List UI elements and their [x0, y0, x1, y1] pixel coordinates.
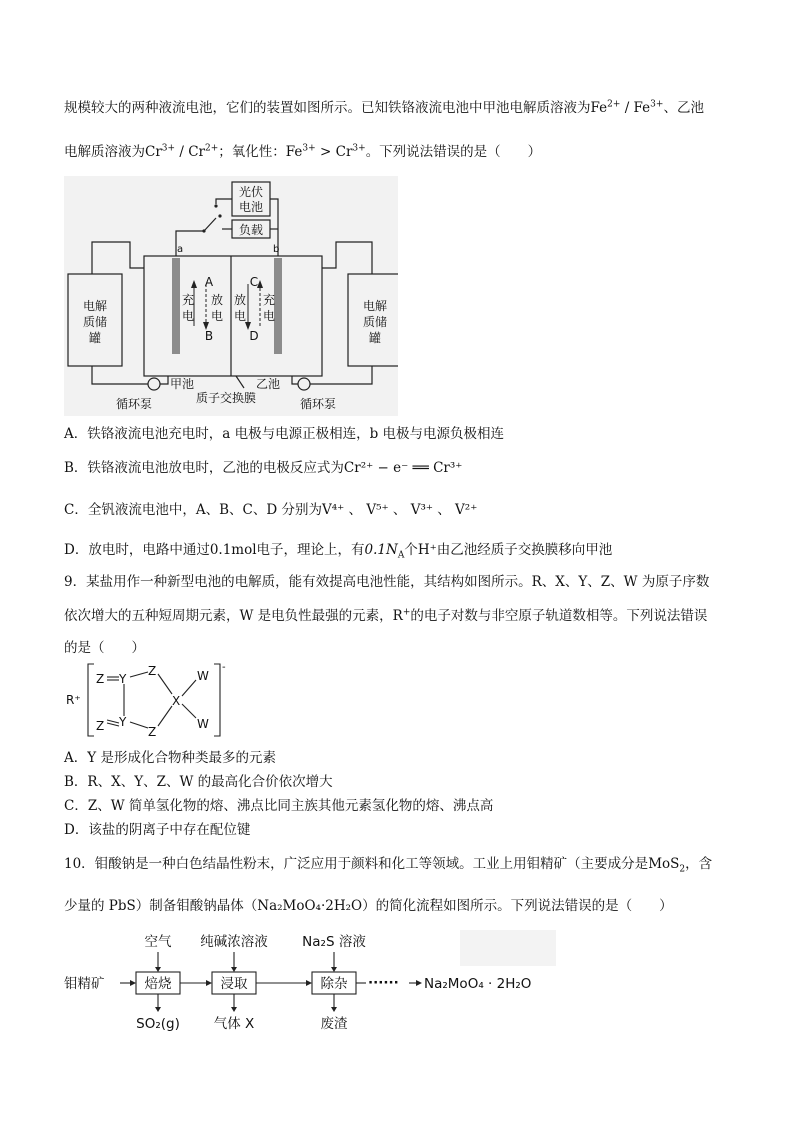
tank-right-l2: 质储: [362, 315, 388, 329]
pipe-right-bottom: [310, 366, 372, 384]
bond-zy-bot-1: [107, 720, 119, 723]
pipe-left-top: [92, 242, 144, 274]
bond-zx-bot: [158, 706, 172, 726]
right-discharge-1: 放: [233, 293, 247, 307]
right-charge-1: 充: [262, 293, 276, 307]
bracket-left: [88, 664, 94, 736]
arrowhead-2-3: [306, 980, 312, 986]
electrode-b-label: b: [273, 244, 280, 255]
bond-zx-top: [158, 674, 172, 694]
atom-z3: Z: [96, 719, 105, 733]
electrode-b: [274, 258, 282, 354]
label-A: A: [204, 275, 214, 289]
arrowhead-product: [416, 980, 422, 986]
q8-option-a: A．铁铬液流电池充电时，a 电极与电源正极相连，b 电极与电源负极相连: [64, 426, 505, 442]
right-discharge-2: 电: [233, 309, 247, 323]
arrowhead-waste: [331, 1007, 337, 1012]
anion-structure: [64, 660, 234, 740]
arrowhead-na2s: [331, 967, 337, 972]
pipe-left-return: [160, 376, 168, 384]
q9-option-b: B．R、X、Y、Z、W 的最高化合价依次增大: [64, 774, 333, 790]
arrowhead-naoh: [231, 967, 237, 972]
left-discharge-2: 电: [210, 309, 224, 323]
arrowhead-so2: [155, 1007, 161, 1012]
label-B: B: [204, 329, 214, 343]
cation-label: R⁺: [66, 693, 81, 707]
q10-stem-line2: 少量的 PbS）制备钼酸钠晶体（Na₂MoO₄·2H₂O）的简化流程如图所示。下列说法错误的是（ ）: [64, 898, 673, 914]
input-na2s: Na₂S 溶液: [302, 934, 366, 950]
left-charge-2: 电: [181, 309, 195, 323]
pump-left-icon: [148, 378, 160, 390]
anion-structure-svg: [64, 660, 234, 740]
right-charge-2: 电: [262, 309, 276, 323]
atom-y1: Y: [119, 672, 127, 686]
start-material: 钼精矿: [64, 976, 105, 992]
q8-stem-line2: 电解质溶液为$Cr^{3+} / Cr^{2+}$；氧化性：$Fe^{3+} > Cr^{3+}$。下列说法错误的是（ ）: [64, 143, 542, 160]
pump-left-label: 循环泵: [116, 397, 153, 411]
q9-stem-line1: 9．某盐用作一种新型电池的电解质，能有效提高电池性能，其结构如图所示。R、X、Y、Z、W 为原子序数: [64, 574, 710, 590]
atom-w2: W: [197, 717, 209, 731]
arrowhead-1-2: [206, 980, 212, 986]
flow-battery-svg: [64, 176, 398, 416]
electrode-a-label: a: [177, 244, 184, 255]
bond-zy-bot-2: [107, 723, 119, 726]
atom-z4: Z: [148, 725, 157, 739]
output-so2: SO₂(g): [136, 1016, 180, 1032]
label-C: C: [249, 275, 259, 289]
tank-left-l2: 质储: [82, 315, 108, 329]
anion-charge: -: [222, 662, 226, 673]
q9-option-c: C．Z、W 简单氢化物的熔、沸点比同主族其他元素氢化物的熔、沸点高: [64, 798, 494, 814]
input-soda: 纯碱浓溶液: [200, 934, 268, 950]
tank-right-l3: 罐: [368, 331, 382, 345]
process-flow-diagram: [64, 930, 584, 1034]
bond-yz-bot: [130, 722, 148, 728]
arrowhead-start: [130, 980, 136, 986]
switch-pivot: [202, 229, 205, 232]
arrowhead-1: [191, 280, 197, 288]
electrode-a: [172, 258, 180, 354]
input-air: 空气: [144, 934, 172, 950]
atom-z2: Z: [148, 664, 157, 678]
pump-right-label: 循环泵: [300, 397, 337, 411]
label-D: D: [249, 329, 259, 343]
q9-option-a: A．Y 是形成化合物种类最多的元素: [64, 750, 276, 766]
atom-y2: Y: [119, 715, 127, 729]
left-discharge-1: 放: [210, 293, 224, 307]
atom-w1: W: [197, 669, 209, 683]
arrowhead-air: [155, 967, 161, 972]
tank-right-l1: 电解: [362, 299, 388, 313]
switch-contact-2: [218, 214, 221, 217]
step-purify: 除杂: [320, 976, 348, 992]
tank-left-l3: 罐: [88, 331, 102, 345]
output-gas-x: 气体 X: [213, 1016, 255, 1032]
bond-xw-bot: [182, 704, 196, 718]
q8-stem-line1: 规模较大的两种液流电池，它们的装置如图所示。已知铁铬液流电池中甲池电解质溶液为$Fe^{2+} / Fe^{3+}$、乙池: [64, 99, 704, 116]
output-waste: 废渣: [320, 1016, 348, 1032]
membrane-label: 质子交换膜: [196, 391, 257, 405]
pump-right-icon: [298, 378, 310, 390]
q9-stem-line3: 的是（ ）: [64, 640, 145, 656]
q8-option-d: D．放电时，电路中通过0.1mol电子，理论上，有$0.1N_A$个H⁺由乙池经质子交换膜移向甲池: [64, 542, 613, 561]
membrane-leader: [236, 376, 244, 388]
bond-yz-top: [130, 672, 148, 677]
pipe-left-bottom: [92, 366, 148, 384]
q8-option-b: B．铁铬液流电池放电时，乙池的电极反应式为Cr²⁺ − e⁻ ══ Cr³⁺: [64, 460, 463, 476]
product-label: Na₂MoO₄ · 2H₂O: [424, 976, 532, 992]
left-charge-1: 充: [181, 293, 195, 307]
pv-label-2: 电池: [238, 200, 264, 214]
bond-xw-top: [182, 680, 196, 696]
process-flow-svg: [64, 930, 584, 1034]
q8-option-c: C．全钒液流电池中，A、B、C、D 分别为V⁴⁺ 、 V⁵⁺ 、 V³⁺ 、 V²⁺: [64, 502, 478, 518]
flow-battery-diagram: [64, 176, 398, 416]
flow-dots: ······: [368, 975, 399, 991]
pipe-right-return: [292, 376, 298, 384]
bracket-right: [214, 664, 220, 736]
wire-pv: [216, 199, 232, 204]
switch-contact-1: [214, 204, 217, 207]
step-roast: 焙烧: [144, 976, 172, 992]
atom-x: X: [172, 694, 181, 708]
pipe-right-top: [322, 242, 372, 274]
cell-left-label: 甲池: [170, 377, 195, 391]
tank-left-l1: 电解: [82, 299, 108, 313]
q9-option-d: D．该盐的阴离子中存在配位键: [64, 822, 251, 838]
atom-z1: Z: [96, 672, 105, 686]
pv-label-1: 光伏: [238, 185, 264, 199]
q9-stem-line2: 依次增大的五种短周期元素，W 是电负性最强的元素，R+的电子对数与非空原子轨道数相等。下列说法错误: [64, 607, 708, 624]
switch-arm: [204, 218, 216, 231]
arrowhead-gas: [231, 1007, 237, 1012]
cell-right-label: 乙池: [256, 377, 281, 391]
load-label: 负载: [238, 223, 264, 237]
q10-stem-line1: 10．钼酸钠是一种白色结晶性粉末，广泛应用于颜料和化工等领域。工业上用钼精矿（主要成分是MoS$_2$，含: [64, 856, 713, 875]
step-leach: 浸取: [220, 976, 248, 992]
